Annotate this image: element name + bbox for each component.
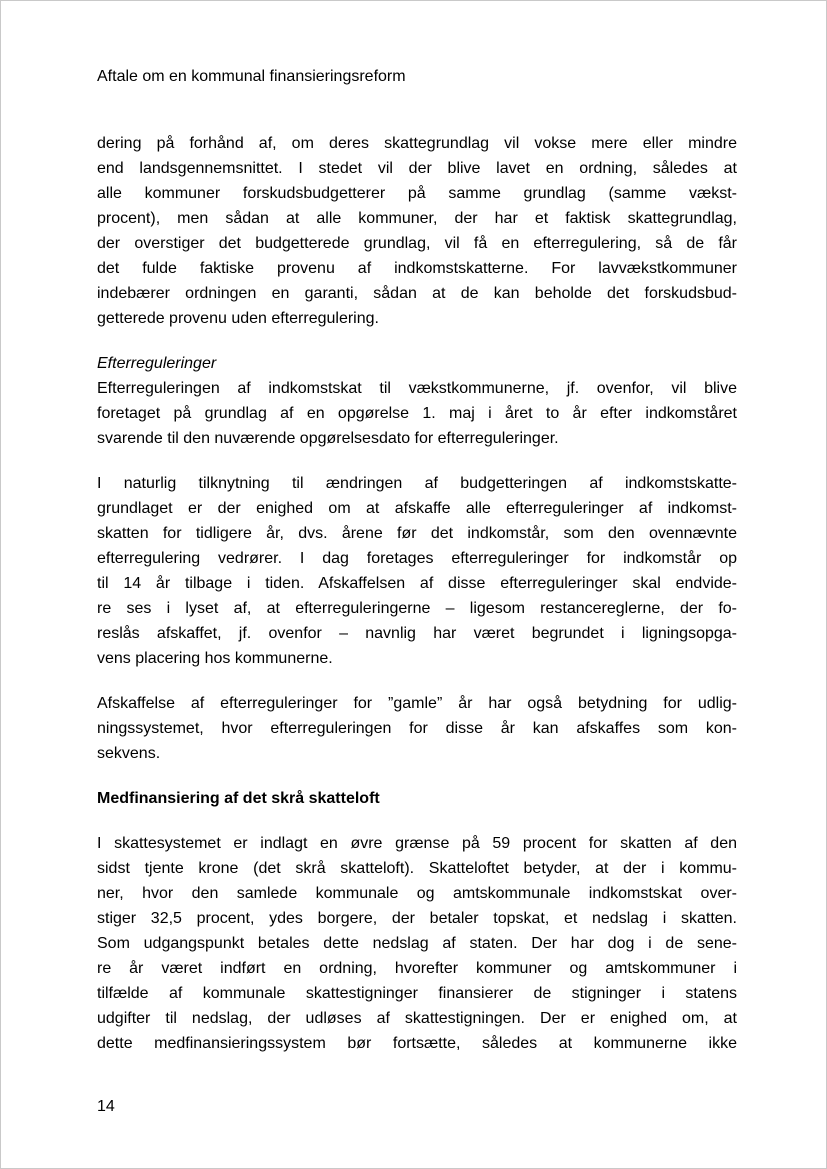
paragraph-afskaffelse-efterreguleringer (97, 471, 737, 671)
text-line: I naturlig tilknytning til ændringen af budgetteringen af indkomstskatte- (97, 475, 737, 492)
text-line: re år været indført en ordning, hvorefter kommuner og amtskommuner i (97, 960, 737, 977)
text-line: tilfælde af kommunale skattestigninger finansierer de stigninger i statens (97, 985, 737, 1002)
text-line: efterregulering vedrører. I dag foretages efterreguleringer for indkomstår op (97, 550, 737, 567)
text-line: sekvens. (97, 745, 161, 762)
text-line: re ses i lyset af, at efterreguleringerne – ligesom restancereglerne, der fo- (97, 600, 737, 617)
text-line: sidst tjente krone (det skrå skatteloft). Skatteloftet betyder, at der i kommu- (97, 860, 737, 877)
text-line: Afskaffelse af efterreguleringer for ”gamle” år har også betydning for udlig- (97, 695, 737, 712)
text-line: der overstiger det budgetterede grundlag, vil få en efterregulering, så de får (97, 235, 737, 252)
text-line: udgifter til nedslag, der udløses af skattestigningen. Der er enighed om, at (97, 1010, 737, 1027)
page-number: 14 (97, 1098, 115, 1115)
text-line: dette medfinansieringssystem bør fortsætte, således at kommunerne ikke (97, 1035, 737, 1052)
text-line: ner, hvor den samlede kommunale og amtskommunale indkomstskat over- (97, 885, 737, 902)
text-line: det fulde faktiske provenu af indkomstskatterne. For lavvækstkommuner (97, 260, 737, 277)
text-line: procent), men sådan at alle kommuner, der har et faktisk skattegrundlag, (97, 210, 737, 227)
text-line: Efterreguleringen af indkomstskat til vækstkommunerne, jf. ovenfor, vil blive (97, 380, 737, 397)
text-line: foretaget på grundlag af en opgørelse 1. maj i året to år efter indkomståret (97, 405, 737, 422)
text-line: svarende til den nuværende opgørelsesdato for efterreguleringer. (97, 430, 559, 447)
text-line: getterede provenu uden efterregulering. (97, 310, 379, 327)
text-line: dering på forhånd af, om deres skattegrundlag vil vokse mere eller mindre (97, 135, 737, 152)
text-line: til 14 år tilbage i tiden. Afskaffelsen af disse efterreguleringer skal endvide- (97, 575, 737, 592)
paragraph-efterregulering-opgoerelse (97, 376, 737, 451)
text-line: ningssystemet, hvor efterreguleringen for disse år kan afskaffes som kon- (97, 720, 737, 737)
text-line: vens placering hos kommunerne. (97, 650, 333, 667)
paragraph-continuation-skattegrundlag (97, 131, 737, 331)
text-line: end landsgennemsnittet. I stedet vil der blive lavet en ordning, således at (97, 160, 737, 177)
text-line: indebærer ordningen en garanti, sådan at de kan beholde det forskudsbud- (97, 285, 737, 302)
text-line: stiger 32,5 procent, ydes borgere, der betaler topskat, et nedslag i skatten. (97, 910, 737, 927)
text-line: alle kommuner forskudsbudgetterer på samme grundlag (samme vækst- (97, 185, 737, 202)
text-line: Som udgangspunkt betales dette nedslag af staten. Der har dog i de sene- (97, 935, 737, 952)
section-heading-medfinansiering: Medfinansiering af det skrå skatteloft (97, 790, 380, 807)
subsection-heading-efterreguleringer: Efterreguleringer (97, 355, 217, 372)
text-line: I skattesystemet er indlagt en øvre grænse på 59 procent for skatten af den (97, 835, 737, 852)
paragraph-skraa-skatteloft (97, 831, 737, 1056)
running-header: Aftale om en kommunal finansieringsreform (97, 68, 406, 85)
text-line: skatten for tidligere år, dvs. årene før det indkomstår, som den ovennævnte (97, 525, 737, 542)
document-body (97, 131, 737, 1056)
text-line: grundlaget er der enighed om at afskaffe alle efterreguleringer af indkomst- (97, 500, 737, 517)
text-line: reslås afskaffet, jf. ovenfor – navnlig har været begrundet i ligningsopga- (97, 625, 737, 642)
paragraph-gamle-aar-udligning (97, 691, 737, 766)
